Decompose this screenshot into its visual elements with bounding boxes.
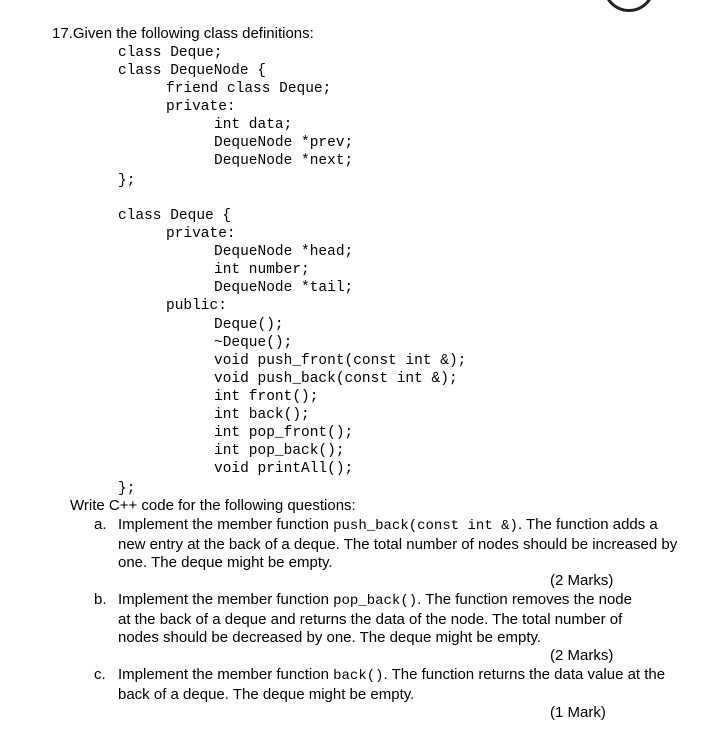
code-line: void push_back(const int &); [214,371,458,387]
code-line: class Deque { [118,208,232,224]
code-line: int pop_back(); [214,443,345,459]
instruction: Write C++ code for the following questions: [70,497,356,514]
part-c-function: back() [333,668,384,684]
part-b-function: pop_back() [333,593,418,609]
page-corner-mark [603,0,655,12]
question-header [52,25,314,43]
part-c-text [118,666,678,704]
part-b-label: b. [94,591,107,608]
question-number: 17. [52,25,73,42]
part-b-text [118,591,648,648]
code-line: DequeNode *next; [214,153,354,169]
part-a-marks: (2 Marks) [550,572,614,589]
code-line: int number; [214,262,310,278]
code-line: }; [118,481,136,497]
code-line: ~Deque(); [214,335,293,351]
part-a-function: push_back(const int &) [333,518,518,534]
code-line: void push_front(const int &); [214,353,467,369]
code-line: Deque(); [214,317,284,333]
code-line: class Deque; [118,45,223,61]
part-a-label: a. [94,516,107,533]
code-line: DequeNode *tail; [214,280,354,296]
code-line: int data; [214,117,293,133]
code-line: private: [166,226,236,242]
part-b-lead: Implement the member function [118,591,334,608]
code-line: DequeNode *prev; [214,135,354,151]
code-line: int front(); [214,389,319,405]
code-line: int pop_front(); [214,425,354,441]
part-c-marks: (1 Mark) [550,704,606,721]
code-line: }; [118,173,136,189]
code-line: friend class Deque; [166,81,332,97]
code-line: private: [166,99,236,115]
part-b-rest: . The function removes the node at the back of a deque and returns the data of the node. The total number of nodes should be decreased by one. The deque might be empty. [118,591,632,646]
part-a-lead: Implement the member function [118,516,334,533]
part-b-marks: (2 Marks) [550,647,614,664]
part-c-rest: . The function returns the data value at the back of a deque. The deque might be empty. [118,666,666,703]
question-title: Given the following class definitions: [72,25,314,42]
part-a-rest: . The function adds a new entry at the back of a deque. The total number of nodes should be increased by one. The deque might be empty. [118,516,678,571]
code-line: void printAll(); [214,461,354,477]
part-c-label: c. [94,666,106,683]
code-line: int back(); [214,407,310,423]
code-line: public: [166,298,227,314]
code-line: DequeNode *head; [214,244,354,260]
part-a-text [118,516,678,573]
part-c-lead: Implement the member function [118,666,334,683]
code-line: class DequeNode { [118,63,266,79]
